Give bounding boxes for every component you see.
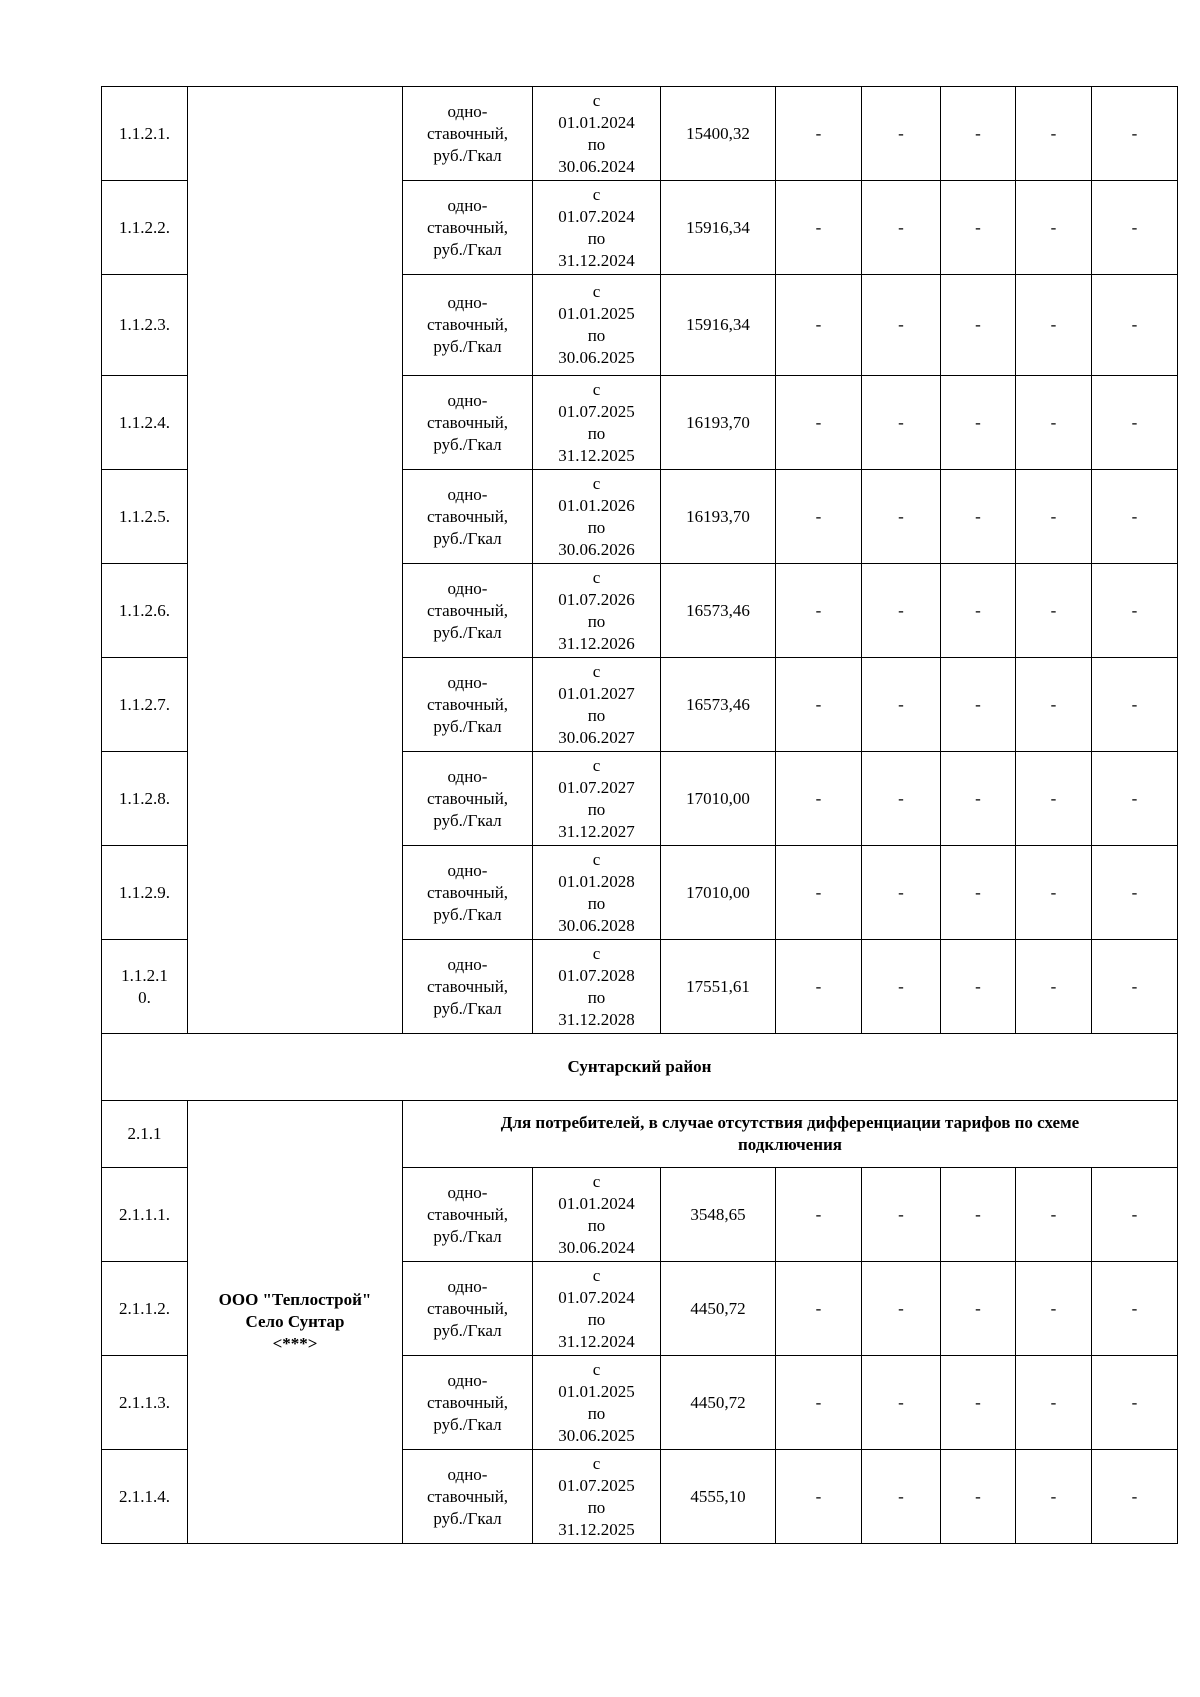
table-row (102, 87, 1178, 181)
empty-value-dash: - (1092, 940, 1178, 1034)
tariff-type-line: одно- (447, 672, 488, 692)
validity-period-line: по (587, 799, 606, 819)
empty-value-dash: - (862, 1356, 941, 1450)
empty-value-dash: - (862, 1168, 941, 1262)
empty-value-dash: - (862, 658, 941, 752)
empty-value-dash: - (862, 1450, 941, 1544)
empty-value-dash: - (941, 275, 1016, 376)
tariff-type-line: ставочный, (426, 315, 509, 334)
validity-period (533, 1356, 661, 1450)
validity-period-line: 30.06.2026 (558, 539, 635, 559)
row-number: 1.1.2.1. (102, 87, 188, 181)
validity-period-line: 01.01.2024 (558, 112, 635, 132)
empty-value-dash: - (1016, 1356, 1092, 1450)
validity-period-line: по (587, 134, 606, 154)
row-number: 1.1.2.9. (102, 846, 188, 940)
empty-value-dash: - (1092, 658, 1178, 752)
empty-value-dash: - (1016, 658, 1092, 752)
organization-location: Село Сунтар (245, 1312, 345, 1331)
row-number: 1.1.2.4. (102, 376, 188, 470)
validity-period-line: с (592, 1265, 601, 1285)
validity-period-line: по (587, 987, 606, 1007)
empty-value-dash: - (941, 1262, 1016, 1356)
empty-value-dash: - (1016, 1168, 1092, 1262)
tariff-type-line: ставочный, (426, 506, 509, 526)
validity-period (533, 940, 661, 1034)
empty-value-dash: - (1092, 470, 1178, 564)
subsection-row (102, 1101, 1178, 1168)
tariff-value: 16193,70 (661, 376, 776, 470)
empty-value-dash: - (776, 846, 862, 940)
tariff-value: 3548,65 (661, 1168, 776, 1262)
tariff-type-line: ставочный, (426, 123, 509, 143)
empty-value-dash: - (1016, 376, 1092, 470)
validity-period-line: 01.07.2025 (558, 401, 635, 421)
validity-period (533, 87, 661, 181)
row-number: 2.1.1.1. (102, 1168, 188, 1262)
empty-value-dash: - (1092, 1168, 1178, 1262)
organization-cell (188, 1101, 403, 1544)
validity-period-line: 01.07.2027 (558, 777, 635, 797)
validity-period-line: по (587, 893, 606, 913)
validity-period-line: 30.06.2028 (558, 915, 635, 935)
empty-value-dash: - (941, 564, 1016, 658)
tariff-type (403, 658, 533, 752)
empty-value-dash: - (941, 470, 1016, 564)
empty-value-dash: - (862, 940, 941, 1034)
row-number: 1.1.2.6. (102, 564, 188, 658)
validity-period (533, 275, 661, 376)
tariff-type-line: одно- (447, 1370, 488, 1390)
empty-value-dash: - (1016, 470, 1092, 564)
empty-value-dash: - (1092, 564, 1178, 658)
empty-value-dash: - (1016, 846, 1092, 940)
tariff-type (403, 752, 533, 846)
empty-value-dash: - (1016, 1262, 1092, 1356)
validity-period-line: 30.06.2024 (558, 156, 635, 176)
empty-value-dash: - (1092, 376, 1178, 470)
empty-value-dash: - (1092, 752, 1178, 846)
empty-value-dash: - (1092, 846, 1178, 940)
tariff-value: 4450,72 (661, 1356, 776, 1450)
empty-value-dash: - (1092, 1262, 1178, 1356)
validity-period-line: 30.06.2025 (558, 348, 635, 367)
tariff-type-line: ставочный, (426, 976, 509, 996)
empty-value-dash: - (776, 564, 862, 658)
tariff-value: 15400,32 (661, 87, 776, 181)
validity-period-line: с (592, 379, 601, 399)
tariff-type-line: ставочный, (426, 412, 509, 432)
empty-value-dash: - (1092, 275, 1178, 376)
empty-value-dash: - (941, 181, 1016, 275)
validity-period-line: 01.07.2028 (558, 965, 635, 985)
tariff-type-line: руб./Гкал (433, 998, 502, 1018)
validity-period-line: 01.01.2026 (558, 495, 635, 515)
tariff-type-line: руб./Гкал (433, 528, 502, 548)
validity-period (533, 1450, 661, 1544)
tariff-type-line: ставочный, (426, 217, 509, 237)
row-number: 1.1.2.1 0. (102, 940, 188, 1034)
validity-period (533, 564, 661, 658)
tariff-type-line: руб./Гкал (433, 337, 502, 356)
validity-period-line: по (587, 228, 606, 248)
tariff-type-line: руб./Гкал (433, 145, 502, 165)
tariff-type-line: руб./Гкал (433, 1320, 502, 1340)
validity-period-line: 01.07.2024 (558, 206, 635, 226)
empty-value-dash: - (862, 87, 941, 181)
tariff-type (403, 376, 533, 470)
tariff-value: 16193,70 (661, 470, 776, 564)
validity-period-line: по (587, 326, 606, 345)
tariff-type-line: одно- (447, 195, 488, 215)
section-row (102, 1034, 1178, 1101)
tariff-type-line: ставочный, (426, 1298, 509, 1318)
tariff-type-line: руб./Гкал (433, 239, 502, 259)
validity-period-line: по (587, 705, 606, 725)
validity-period-line: с (592, 184, 601, 204)
tariff-type-line: руб./Гкал (433, 1226, 502, 1246)
tariff-type-line: ставочный, (426, 1204, 509, 1224)
validity-period-line: с (592, 661, 601, 681)
tariff-type-line: руб./Гкал (433, 1508, 502, 1528)
empty-value-dash: - (776, 181, 862, 275)
tariff-type-line: одно- (447, 390, 488, 410)
tariff-type-line: руб./Гкал (433, 904, 502, 924)
empty-value-dash: - (862, 752, 941, 846)
empty-value-dash: - (1016, 275, 1092, 376)
empty-value-dash: - (776, 1356, 862, 1450)
empty-value-dash: - (941, 846, 1016, 940)
empty-value-dash: - (941, 940, 1016, 1034)
tariff-type (403, 940, 533, 1034)
tariff-type-line: одно- (447, 578, 488, 598)
validity-period-line: 01.01.2027 (558, 683, 635, 703)
subsection-number: 2.1.1 (102, 1101, 188, 1168)
tariff-type-line: руб./Гкал (433, 810, 502, 830)
validity-period (533, 752, 661, 846)
validity-period-line: 01.01.2025 (558, 304, 635, 323)
empty-value-dash: - (862, 275, 941, 376)
validity-period-line: с (592, 755, 601, 775)
empty-value-dash: - (1016, 752, 1092, 846)
empty-value-dash: - (941, 1168, 1016, 1262)
validity-period-line: 30.06.2025 (558, 1425, 635, 1445)
empty-value-dash: - (941, 376, 1016, 470)
empty-value-dash: - (941, 1450, 1016, 1544)
row-number: 1.1.2.3. (102, 275, 188, 376)
validity-period (533, 470, 661, 564)
tariff-type (403, 181, 533, 275)
validity-period-line: по (587, 611, 606, 631)
empty-value-dash: - (776, 470, 862, 564)
empty-value-dash: - (776, 275, 862, 376)
validity-period-line: с (592, 943, 601, 963)
validity-period-line: с (592, 1453, 601, 1473)
validity-period-line: 31.12.2028 (558, 1009, 635, 1029)
validity-period-line: по (587, 1215, 606, 1235)
validity-period-line: 31.12.2024 (558, 250, 635, 270)
row-number: 1.1.2.5. (102, 470, 188, 564)
row-number: 2.1.1.3. (102, 1356, 188, 1450)
validity-period-line: с (592, 1359, 601, 1379)
validity-period (533, 1168, 661, 1262)
row-number: 1.1.2.8. (102, 752, 188, 846)
validity-period (533, 376, 661, 470)
row-number: 2.1.1.4. (102, 1450, 188, 1544)
tariff-type-line: ставочный, (426, 788, 509, 808)
tariff-type-line: ставочный, (426, 1392, 509, 1412)
tariff-type-line: одно- (447, 101, 488, 121)
tariff-type (403, 87, 533, 181)
validity-period-line: с (592, 282, 601, 301)
validity-period (533, 658, 661, 752)
empty-value-dash: - (776, 658, 862, 752)
empty-value-dash: - (1016, 87, 1092, 181)
tariff-type (403, 470, 533, 564)
empty-value-dash: - (1092, 87, 1178, 181)
validity-period-line: 30.06.2027 (558, 727, 635, 747)
empty-value-dash: - (941, 1356, 1016, 1450)
validity-period (533, 181, 661, 275)
empty-value-dash: - (1092, 1356, 1178, 1450)
empty-value-dash: - (776, 752, 862, 846)
tariff-value: 17010,00 (661, 846, 776, 940)
empty-value-dash: - (862, 846, 941, 940)
empty-value-dash: - (1016, 1450, 1092, 1544)
tariff-type-line: руб./Гкал (433, 434, 502, 454)
empty-value-dash: - (941, 658, 1016, 752)
tariff-type (403, 564, 533, 658)
empty-value-dash: - (1016, 940, 1092, 1034)
validity-period-line: с (592, 849, 601, 869)
organization-name: ООО "Теплострой" (218, 1290, 372, 1309)
subsection-heading-line: подключения (737, 1135, 842, 1154)
tariff-value: 4450,72 (661, 1262, 776, 1356)
tariff-value: 16573,46 (661, 658, 776, 752)
empty-value-dash: - (1016, 181, 1092, 275)
empty-value-dash: - (862, 564, 941, 658)
validity-period-line: по (587, 517, 606, 537)
validity-period-line: 01.07.2024 (558, 1287, 635, 1307)
tariff-type-line: одно- (447, 293, 488, 312)
validity-period-line: 31.12.2025 (558, 445, 635, 465)
tariff-type-line: одно- (447, 954, 488, 974)
empty-value-dash: - (776, 1168, 862, 1262)
tariff-type-line: ставочный, (426, 1486, 509, 1506)
empty-value-dash: - (776, 1262, 862, 1356)
empty-value-dash: - (941, 87, 1016, 181)
tariff-type-line: одно- (447, 860, 488, 880)
validity-period (533, 846, 661, 940)
tariff-type-line: одно- (447, 766, 488, 786)
validity-period-line: 30.06.2024 (558, 1237, 635, 1257)
organization-note: <***> (272, 1334, 318, 1353)
validity-period-line: 31.12.2025 (558, 1519, 635, 1539)
validity-period-line: по (587, 1497, 606, 1517)
tariff-type (403, 1450, 533, 1544)
validity-period-line: 01.07.2025 (558, 1475, 635, 1495)
row-number: 2.1.1.2. (102, 1262, 188, 1356)
tariff-type-line: одно- (447, 1464, 488, 1484)
validity-period-line: по (587, 1309, 606, 1329)
tariff-type (403, 275, 533, 376)
tariff-type (403, 1262, 533, 1356)
empty-value-dash: - (776, 1450, 862, 1544)
tariff-value: 15916,34 (661, 275, 776, 376)
tariff-type-line: одно- (447, 1182, 488, 1202)
tariff-table (101, 86, 1178, 1544)
tariff-type-line: одно- (447, 484, 488, 504)
empty-value-dash: - (862, 376, 941, 470)
subsection-heading-line: Для потребителей, в случае отсутствия дифференциации тарифов по схеме (500, 1113, 1080, 1132)
empty-value-dash: - (862, 181, 941, 275)
tariff-type (403, 1168, 533, 1262)
empty-value-dash: - (776, 87, 862, 181)
tariff-type (403, 1356, 533, 1450)
empty-value-dash: - (1092, 181, 1178, 275)
tariff-value: 17551,61 (661, 940, 776, 1034)
validity-period-line: с (592, 473, 601, 493)
row-number: 1.1.2.7. (102, 658, 188, 752)
tariff-value: 4555,10 (661, 1450, 776, 1544)
validity-period-line: по (587, 423, 606, 443)
empty-value-dash: - (862, 470, 941, 564)
empty-value-dash: - (776, 376, 862, 470)
tariff-value: 16573,46 (661, 564, 776, 658)
validity-period-line: 31.12.2026 (558, 633, 635, 653)
empty-value-dash: - (941, 752, 1016, 846)
validity-period-line: 31.12.2024 (558, 1331, 635, 1351)
empty-value-dash: - (862, 1262, 941, 1356)
validity-period-line: с (592, 567, 601, 587)
validity-period-line: с (592, 90, 601, 110)
organization-cell-empty (188, 87, 403, 1034)
subsection-heading (403, 1101, 1178, 1168)
section-title: Сунтарский район (102, 1034, 1178, 1101)
tariff-type-line: одно- (447, 1276, 488, 1296)
tariff-type-line: руб./Гкал (433, 1414, 502, 1434)
empty-value-dash: - (1092, 1450, 1178, 1544)
empty-value-dash: - (776, 940, 862, 1034)
validity-period (533, 1262, 661, 1356)
tariff-type-line: ставочный, (426, 600, 509, 620)
tariff-value: 15916,34 (661, 181, 776, 275)
tariff-type-line: руб./Гкал (433, 622, 502, 642)
row-number: 1.1.2.2. (102, 181, 188, 275)
validity-period-line: 31.12.2027 (558, 821, 635, 841)
validity-period-line: 01.01.2025 (558, 1381, 635, 1401)
empty-value-dash: - (1016, 564, 1092, 658)
tariff-type (403, 846, 533, 940)
tariff-value: 17010,00 (661, 752, 776, 846)
tariff-type-line: руб./Гкал (433, 716, 502, 736)
tariff-type-line: ставочный, (426, 882, 509, 902)
validity-period-line: с (592, 1171, 601, 1191)
tariff-type-line: ставочный, (426, 694, 509, 714)
validity-period-line: по (587, 1403, 606, 1423)
validity-period-line: 01.01.2024 (558, 1193, 635, 1213)
validity-period-line: 01.01.2028 (558, 871, 635, 891)
validity-period-line: 01.07.2026 (558, 589, 635, 609)
tariff-table-body (102, 87, 1178, 1544)
